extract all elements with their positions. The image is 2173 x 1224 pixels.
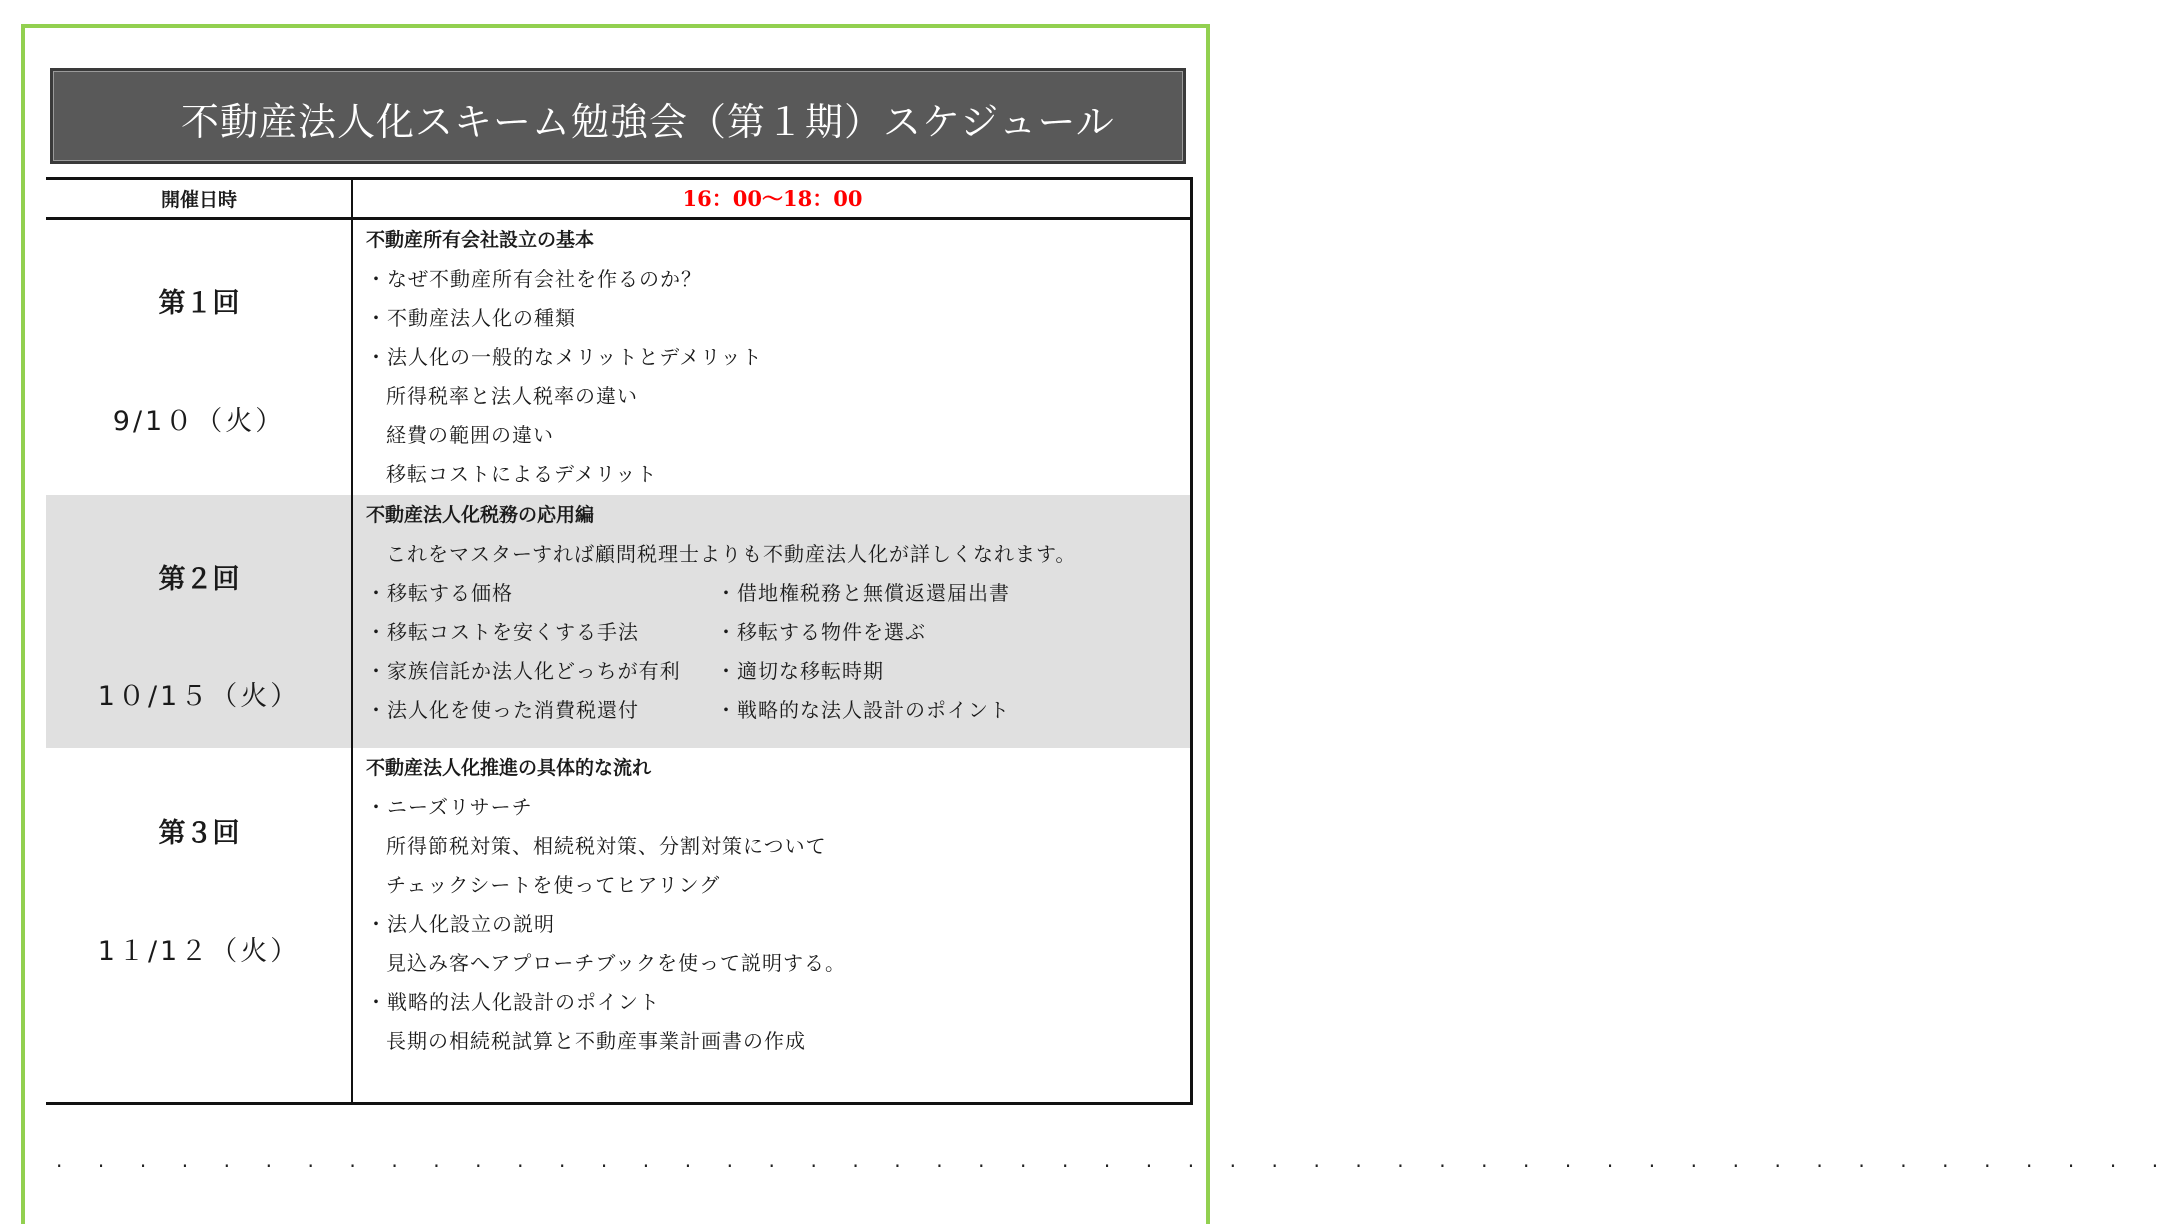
list-item: ・移転する価格 <box>366 581 513 605</box>
session-1-number: 第１回 <box>158 288 240 319</box>
session-3-number: 第３回 <box>158 818 240 849</box>
session-1-topic: 不動産所有会社設立の基本 <box>366 229 595 251</box>
list-item: ・戦略的法人化設計のポイント <box>366 990 660 1014</box>
session-2-date: 1０/1５（火） <box>97 681 301 712</box>
page-title: 不動産法人化スキーム勉強会（第１期）スケジュール <box>181 100 1115 144</box>
list-item: ・適切な移転時期 <box>716 659 884 683</box>
session-1-content <box>366 221 1186 494</box>
schedule-table <box>46 177 1193 1105</box>
list-item: ・法人化設立の説明 <box>366 912 555 936</box>
session-2-content <box>366 496 1186 730</box>
title-banner <box>50 68 1186 164</box>
session-2-topic: 不動産法人化税務の応用編 <box>366 504 595 526</box>
session-3-topic: 不動産法人化推進の具体的な流れ <box>366 757 652 779</box>
session-3-date: 1１/1２（火） <box>97 936 301 967</box>
list-item: 所得税率と法人税率の違い <box>386 384 638 408</box>
session-2-number: 第２回 <box>158 564 240 595</box>
list-item: 移転コストによるデメリット <box>386 462 658 486</box>
session-1-date: 9/1０（火） <box>112 406 286 437</box>
list-item: チェックシートを使ってヒアリング <box>386 873 721 897</box>
header-time-label: 16：00〜18：00 <box>682 186 863 211</box>
list-item: ・法人化の一般的なメリットとデメリット <box>366 345 763 369</box>
table-bottom-border <box>46 1102 1193 1105</box>
list-item: ・不動産法人化の種類 <box>366 306 576 330</box>
list-item: ・ニーズリサーチ <box>366 795 533 819</box>
list-item: ・法人化を使った消費税還付 <box>366 698 639 722</box>
list-item: ・移転コストを安くする手法 <box>366 620 639 644</box>
table-right-border <box>1190 177 1193 1105</box>
list-item: ・なぜ不動産所有会社を作るのか？ <box>366 267 702 291</box>
list-item: ・家族信託か法人化どっちが有利 <box>366 659 681 683</box>
session-2-intro: これをマスターすれば顧問税理士よりも不動産法人化が詳しくなれます。 <box>386 542 1077 566</box>
list-item: ・借地権税務と無償返還届出書 <box>716 581 1010 605</box>
list-item: ・移転する物件を選ぶ <box>716 620 926 644</box>
session-2-items <box>366 574 1186 730</box>
dotted-separator: . . . . . . . . . . . . . . . . . . . . . . . . . . . . . . . . . . . . . . . . . . . . . . . . . . . <box>56 1148 2173 1172</box>
list-item: ・戦略的な法人設計のポイント <box>716 698 1010 722</box>
list-item: 見込み客へアプローチブックを使って説明する。 <box>386 951 846 975</box>
list-item: 長期の相続税試算と不動産事業計画書の作成 <box>386 1029 806 1053</box>
session-3-content <box>366 749 1186 1061</box>
list-item: 経費の範囲の違い <box>386 423 554 447</box>
list-item: 所得節税対策、相続税対策、分割対策について <box>386 834 827 858</box>
header-date-label: 開催日時 <box>160 188 237 211</box>
